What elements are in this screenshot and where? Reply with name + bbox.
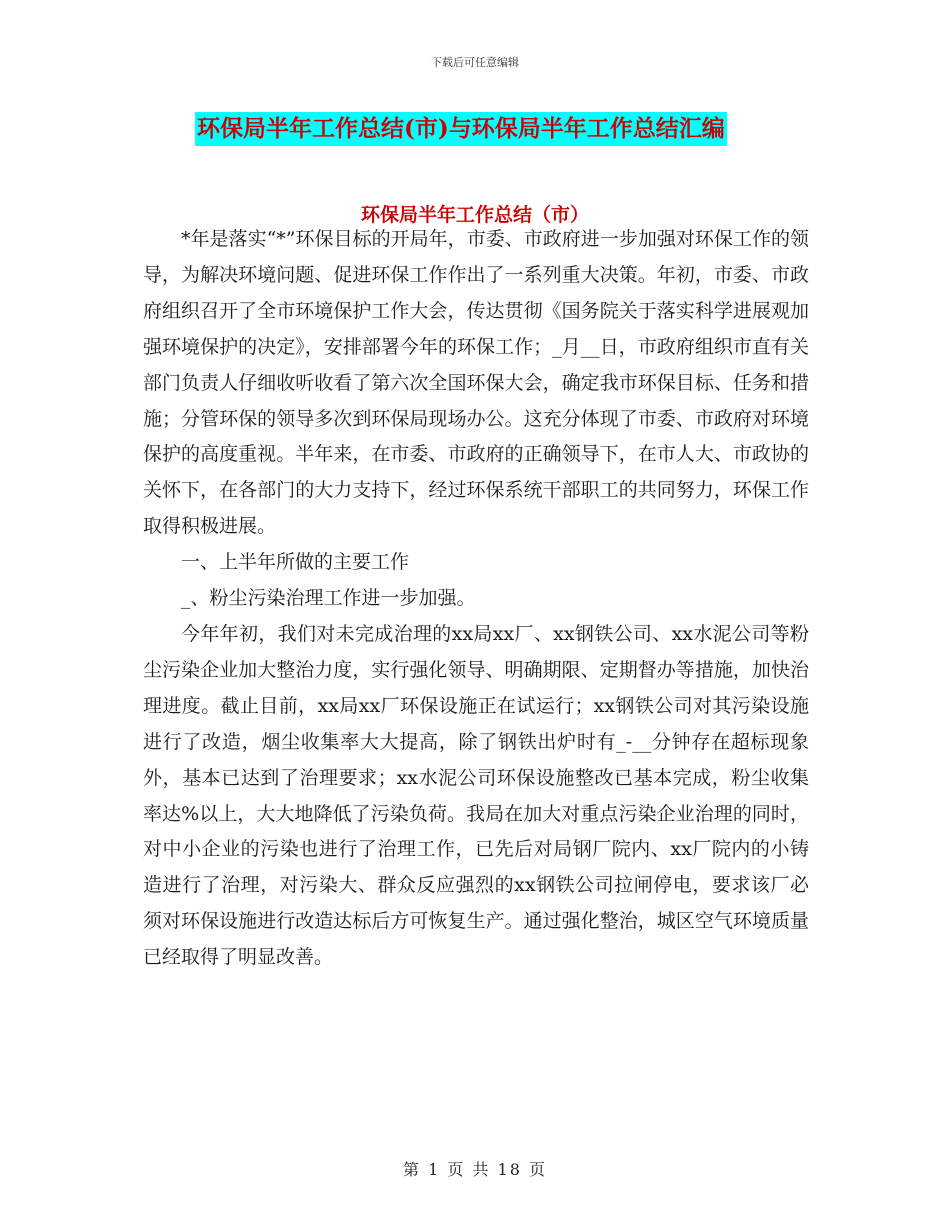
section-title: 环保局半年工作总结（市） (360, 204, 589, 226)
heading-main-work: 一、上半年所做的主要工作 (181, 551, 410, 574)
document-body (143, 222, 809, 976)
subheading-dust-pollution: _、粉尘污染治理工作进一步加强。 (181, 587, 476, 610)
page-number-footer: 第 1 页 共 18 页 (403, 1160, 547, 1179)
document-main-title: 环保局半年工作总结(市)与环保局半年工作总结汇编 (195, 112, 727, 146)
header-note: 下载后可任意编辑 (431, 56, 519, 69)
paragraph-dust-governance: 今年年初，我们对未完成治理的xx局xx厂、xx钢铁公司、xx水泥公司等粉尘污染企业加大整治力度，实行强化领导、明确期限、定期督办等措施，加快治理进度。截止目前，xx局xx厂环保设施正在试运行；xx钢铁公司对其污染设施进行了改造，烟尘收集率大大提高，除了钢铁出炉时有_-__分钟存在超标现象外，基本已达到了治理要求；xx水泥公司环保设施整改已基本完成，粉尘收集率达%以上，大大地降低了污染负荷。我局在加大对重点污染企业治理的同时，对中小企业的污染也进行了治理工作，已先后对局钢厂院内、xx厂院内的小铸造进行了治理，对污染大、群众反应强烈的xx钢铁公司拉闸停电，要求该厂必须对环保设施进行改造达标后方可恢复生产。通过强化整治，城区空气环境质量已经取得了明显改善。 (143, 622, 809, 969)
paragraph-intro: *年是落实“*”环保目标的开局年，市委、市政府进一步加强对环保工作的领导，为解决环境问题、促进环保工作作出了一系列重大决策。年初，市委、市政府组织召开了全市环境保护工作大会，传达贯彻《国务院关于落实科学进展观加强环境保护的决定》，安排部署今年的环保工作；_月__日，市政府组织市直有关部门负责人仔细收听收看了第六次全国环保大会，确定我市环保目标、任务和措施；分管环保的领导多次到环保局现场办公。这充分体现了市委、市政府对环境保护的高度重视。半年来，在市委、市政府的正确领导下，在市人大、市政协的关怀下，在各部门的大力支持下，经过环保系统干部职工的共同努力，环保工作取得积极进展。 (143, 228, 809, 538)
